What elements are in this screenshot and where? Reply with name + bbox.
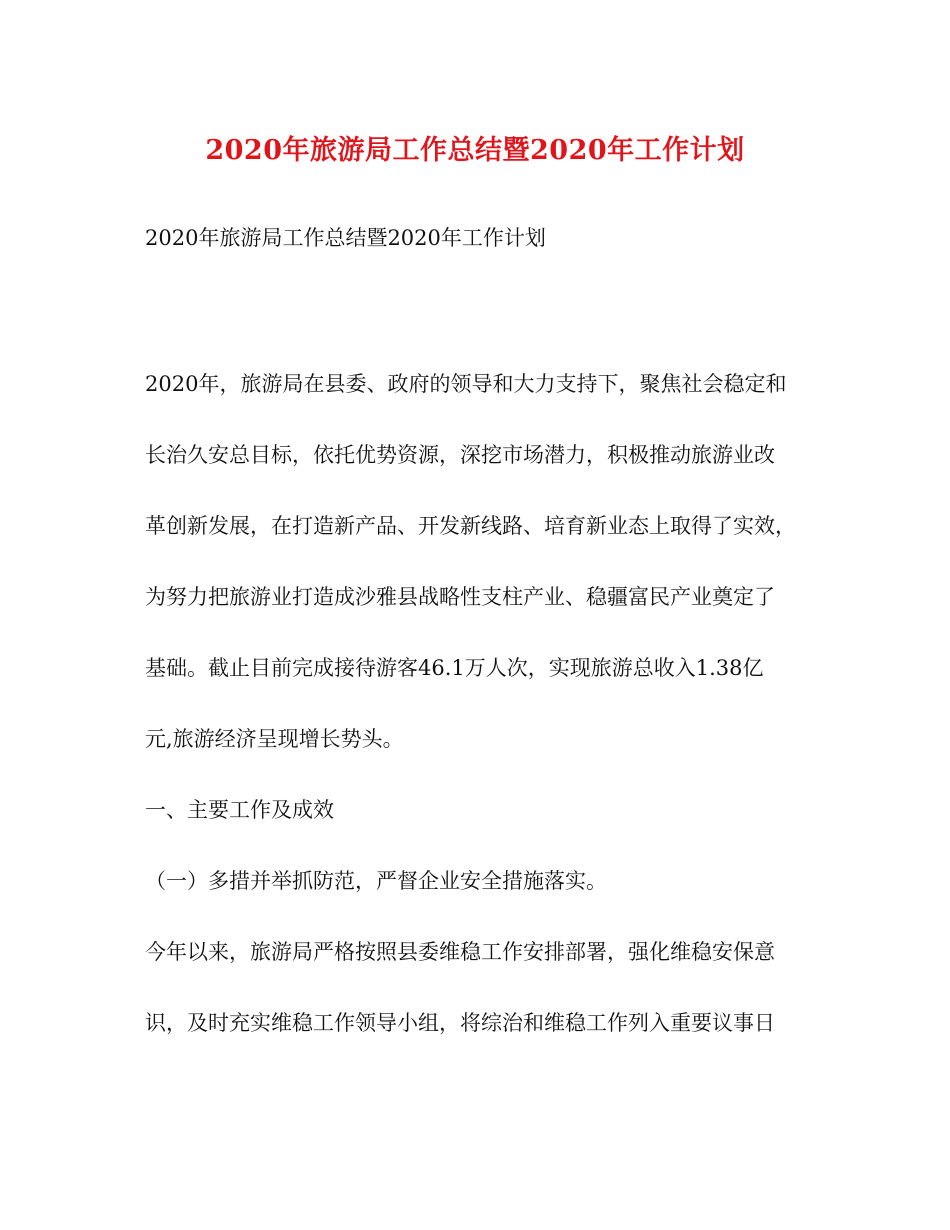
body-line-1: 2020年，旅游局在县委、政府的领导和大力支持下，聚焦社会稳定和 — [145, 372, 787, 396]
document-body — [145, 362, 815, 1072]
body-line-4: 为努力把旅游业打造成沙雅县战略性支柱产业、稳疆富民产业奠定了 — [145, 585, 775, 609]
subsection-heading-1: （一）多措并举抓防范，严督企业安全措施落实。 — [145, 869, 607, 893]
section-heading-1: 一、主要工作及成效 — [145, 798, 334, 822]
body-line-3: 革创新发展，在打造新产品、开发新线路、培育新业态上取得了实效， — [145, 514, 796, 538]
document-subtitle: 2020年旅游局工作总结暨2020年工作计划 — [145, 226, 546, 250]
body-line-6: 元,旅游经济呈现增长势头。 — [145, 727, 404, 751]
body-line-8: 识，及时充实维稳工作领导小组，将综治和维稳工作列入重要议事日 — [145, 1011, 775, 1035]
body-line-7: 今年以来，旅游局严格按照县委维稳工作安排部署，强化维稳安保意 — [145, 940, 775, 964]
body-line-5: 基础。截止目前完成接待游客46.1万人次，实现旅游总收入1.38亿 — [145, 656, 764, 680]
document-title: 2020年旅游局工作总结暨2020年工作计划 — [205, 135, 745, 166]
body-line-2: 长治久安总目标，依托优势资源，深挖市场潜力，积极推动旅游业改 — [145, 443, 775, 467]
